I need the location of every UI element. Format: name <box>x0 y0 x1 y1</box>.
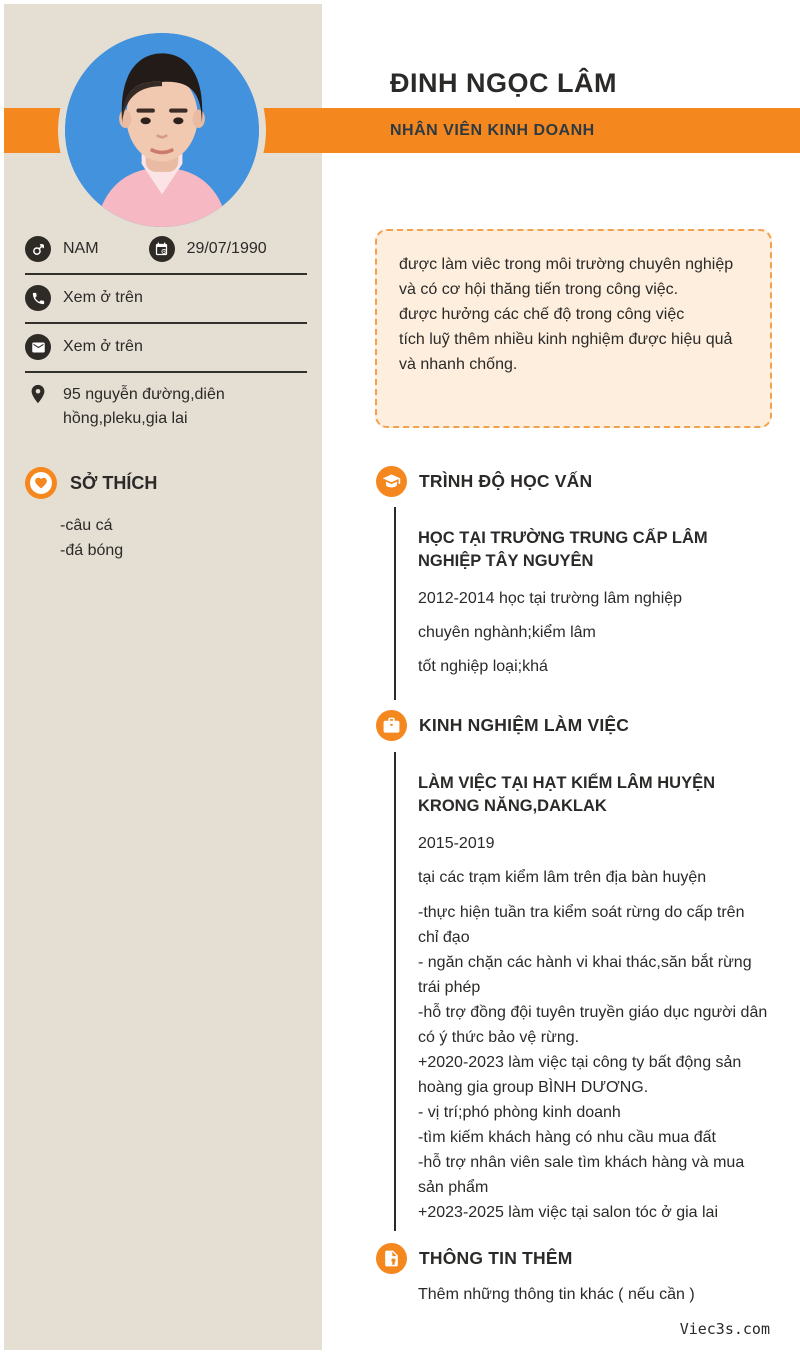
phone-icon <box>25 285 51 311</box>
divider <box>25 371 307 373</box>
email-icon <box>25 334 51 360</box>
hobby-item: -câu cá <box>60 517 113 534</box>
objective-line: tích luỹ thêm nhiều kinh nghiệm được hiệu quả và nhanh chống. <box>399 331 733 373</box>
info-row-email <box>4 332 322 362</box>
experience-detail: - ngăn chặn các hành vi khai thác,săn bắt rừng trái phép <box>418 954 752 996</box>
avatar-illustration <box>65 33 259 227</box>
brand-watermark[interactable]: Viec3s.com <box>679 1320 770 1338</box>
education-section-body <box>394 507 768 700</box>
additional-note: Thêm những thông tin khác ( nếu cần ) <box>418 1286 695 1303</box>
career-objective-box <box>375 229 772 428</box>
phone-value: Xem ở trên <box>63 289 143 306</box>
hobbies-header <box>4 467 322 499</box>
education-detail: chuyên nghành;kiểm lâm <box>418 624 596 641</box>
gender-value: NAM <box>63 240 99 257</box>
experience-detail: - vị trí;phó phòng kinh doanh <box>418 1104 621 1121</box>
divider <box>25 273 307 275</box>
experience-detail: +2020-2023 làm việc tại công ty bất động sản hoàng gia group BÌNH DƯƠNG. <box>418 1054 742 1096</box>
email-value: Xem ở trên <box>63 338 143 355</box>
experience-detail: -tìm kiếm khách hàng có nhu cầu mua đất <box>418 1129 716 1146</box>
experience-section-title: KINH NGHIỆM LÀM VIỆC <box>419 715 630 735</box>
experience-period: 2015-2019 <box>418 835 495 852</box>
experience-detail: -hỗ trợ đồng đội tuyên truyền giáo dục người dân có ý thức bảo vệ rừng. <box>418 1004 768 1046</box>
education-detail: tốt nghiệp loại;khá <box>418 658 548 675</box>
calendar-icon <box>149 236 175 262</box>
objective-line: được làm viêc trong môi trường chuyên nghiệp và có cơ hội thăng tiến trong công việc. <box>399 256 734 298</box>
additional-section-title: THÔNG TIN THÊM <box>419 1248 573 1268</box>
experience-detail: -hỗ trợ nhân viên sale tìm khách hàng và mua sản phẩm <box>418 1154 745 1196</box>
hobbies-title: SỞ THÍCH <box>70 472 158 493</box>
hobbies-list <box>4 513 322 563</box>
info-row-phone <box>4 283 322 313</box>
hobby-item: -đá bóng <box>60 542 124 559</box>
divider <box>25 322 307 324</box>
education-section-header <box>376 466 592 497</box>
briefcase-icon <box>376 710 407 741</box>
info-row-gender-dob <box>4 234 322 264</box>
dob-value: 29/07/1990 <box>186 240 267 257</box>
gender-icon <box>25 236 51 262</box>
heart-icon <box>25 467 57 499</box>
objective-line: được hưởng các chế độ trong công việc <box>399 306 685 323</box>
experience-detail: +2023-2025 làm việc tại salon tóc ở gia lai <box>418 1204 718 1221</box>
job-title: NHÂN VIÊN KINH DOANH <box>390 121 595 139</box>
certificate-icon <box>376 1243 407 1274</box>
contact-info-list <box>4 234 322 563</box>
experience-section-header <box>376 710 629 741</box>
address-value: 95 nguyễn đường,diên hồng,pleku,gia lai <box>63 386 225 427</box>
profile-photo-frame <box>58 26 266 234</box>
location-pin-icon <box>25 381 51 407</box>
info-row-address <box>4 381 322 431</box>
experience-section-body <box>394 752 768 1231</box>
experience-subtitle: tại các trạm kiểm lâm trên địa bàn huyện <box>418 869 707 886</box>
education-detail: 2012-2014 học tại trường lâm nghiệp <box>418 590 683 607</box>
experience-detail: -thực hiện tuần tra kiểm soát rừng do cấp trên chỉ đạo <box>418 904 745 946</box>
education-section-title: TRÌNH ĐỘ HỌC VẤN <box>419 471 593 491</box>
profile-photo <box>65 33 259 227</box>
additional-section-header <box>376 1243 572 1274</box>
experience-employer: LÀM VIỆC TẠI HẠT KIỂM LÂM HUYỆN KRONG NĂNG,DAKLAK <box>418 774 715 815</box>
graduation-cap-icon <box>376 466 407 497</box>
education-school: HỌC TẠI TRƯỜNG TRUNG CẤP LÂM NGHIỆP TÂY NGUYÊN <box>418 529 708 570</box>
candidate-name: ĐINH NGỌC LÂM <box>390 68 617 98</box>
